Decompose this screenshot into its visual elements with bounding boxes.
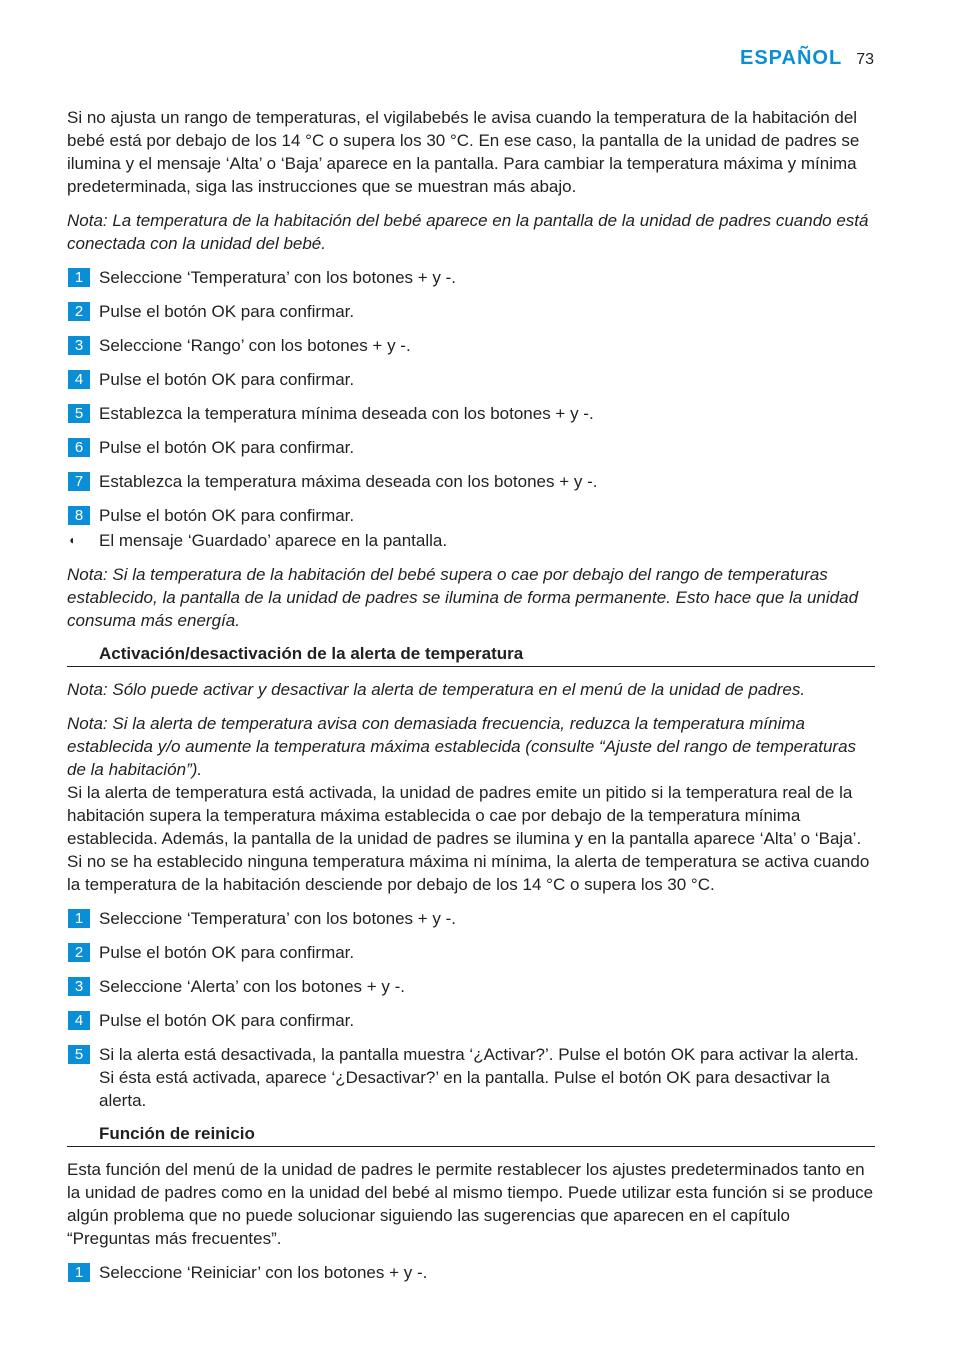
step-item — [67, 368, 875, 391]
step-item — [67, 266, 875, 289]
step-text: Seleccione ‘Temperatura’ con los botones + y -. — [99, 909, 457, 928]
step-number: 2 — [68, 943, 90, 962]
step-item — [67, 470, 875, 493]
step-item — [67, 300, 875, 323]
step-number: 7 — [68, 472, 90, 491]
step-text: Pulse el botón OK para confirmar. — [99, 370, 355, 389]
step-number: 3 — [68, 977, 90, 996]
step-text: Establezca la temperatura máxima deseada con los botones + y -. — [99, 472, 598, 491]
language-label: ESPAÑOL — [740, 47, 843, 69]
page-number: 73 — [856, 51, 874, 68]
step-number: 1 — [68, 268, 90, 287]
step-item — [67, 402, 875, 425]
step-text: Pulse el botón OK para confirmar. — [99, 1011, 355, 1030]
step-text: Establezca la temperatura mínima deseada con los botones + y -. — [99, 404, 594, 423]
step-number: 1 — [68, 1263, 90, 1282]
note-paragraph: Nota: Si la alerta de temperatura avisa con demasiada frecuencia, reduzca la temperatura mínima establecida y/o aumente la temperatura máxima establecida (consulte “Ajuste del rango de temperaturas de la habitación”). — [67, 714, 857, 779]
step-item — [67, 1043, 875, 1112]
step-text: Si la alerta está desactivada, la pantalla muestra ‘¿Activar?’. Pulse el botón OK para activar la alerta. Si ésta está activada, aparece ‘¿Desactivar?’ en la pantalla. Pulse el botón OK para desactivar la alerta. — [99, 1045, 859, 1110]
section-heading: Activación/desactivación de la alerta de temperatura — [67, 643, 875, 667]
step-text: Pulse el botón OK para confirmar. — [99, 506, 355, 525]
step-number: 4 — [68, 370, 90, 389]
note-paragraph: Nota: La temperatura de la habitación del bebé aparece en la pantalla de la unidad de padres cuando está conectada con la unidad del bebé. — [67, 211, 869, 253]
step-number: 5 — [68, 404, 90, 423]
step-result — [67, 529, 875, 552]
step-item — [67, 975, 875, 998]
step-number: 2 — [68, 302, 90, 321]
step-number: 5 — [68, 1045, 90, 1064]
step-number: 1 — [68, 909, 90, 928]
page-header — [740, 47, 874, 70]
page-content — [67, 106, 875, 1295]
step-item — [67, 1009, 875, 1032]
step-item — [67, 334, 875, 357]
step-item — [67, 504, 875, 527]
step-item — [67, 907, 875, 930]
step-text: Seleccione ‘Reiniciar’ con los botones + y -. — [99, 1263, 428, 1282]
step-number: 4 — [68, 1011, 90, 1030]
step-number: 6 — [68, 438, 90, 457]
intro-paragraph: Si no ajusta un rango de temperaturas, el vigilabebés le avisa cuando la temperatura de la habitación del bebé está por debajo de los 14 °C o supera los 30 °C. En ese caso, la pantalla de la unidad de padres se ilumina y el mensaje ‘Alta’ o ‘Baja’ aparece en la pantalla. Para cambiar la temperatura máxima y mínima predeterminada, siga las instrucciones que se muestran más abajo. — [67, 108, 860, 196]
step-text: Seleccione ‘Alerta’ con los botones + y -. — [99, 977, 406, 996]
result-text: El mensaje ‘Guardado’ aparece en la pantalla. — [99, 531, 448, 550]
step-text: Seleccione ‘Temperatura’ con los botones + y -. — [99, 268, 457, 287]
step-number: 8 — [68, 506, 90, 525]
step-text: Pulse el botón OK para confirmar. — [99, 438, 355, 457]
result-arrow-icon: ◖ — [68, 533, 76, 547]
body-paragraph: Esta función del menú de la unidad de padres le permite restablecer los ajustes predeterminados tanto en la unidad de padres como en la unidad del bebé al mismo tiempo. Puede utilizar esta función si se produce algún problema que no puede solucionar siguiendo las sugerencias que aparecen en el capítulo “Preguntas más frecuentes”. — [67, 1160, 874, 1248]
note-paragraph: Nota: Si la temperatura de la habitación del bebé supera o cae por debajo del rango de temperaturas establecido, la pantalla de la unidad de padres se ilumina de forma permanente. Esto hace que la unidad consuma más energía. — [67, 565, 859, 630]
step-text: Pulse el botón OK para confirmar. — [99, 943, 355, 962]
step-item — [67, 1261, 875, 1284]
step-item — [67, 941, 875, 964]
section-heading: Función de reinicio — [67, 1123, 875, 1147]
step-number: 3 — [68, 336, 90, 355]
note-paragraph: Nota: Sólo puede activar y desactivar la alerta de temperatura en el menú de la unidad de padres. — [67, 680, 806, 699]
step-text: Pulse el botón OK para confirmar. — [99, 302, 355, 321]
step-item — [67, 436, 875, 459]
body-paragraph: Si la alerta de temperatura está activada, la unidad de padres emite un pitido si la temperatura real de la habitación supera la temperatura máxima establecida o cae por debajo de la temperatura mínima establecida. Además, la pantalla de la unidad de padres se ilumina y en la pantalla aparece ‘Alta’ o ‘Baja’. Si no se ha establecido ninguna temperatura máxima ni mínima, la alerta de temperatura se activa cuando la temperatura de la habitación desciende por debajo de los 14 °C o supera los 30 °C. — [67, 783, 870, 894]
step-text: Seleccione ‘Rango’ con los botones + y -. — [99, 336, 411, 355]
